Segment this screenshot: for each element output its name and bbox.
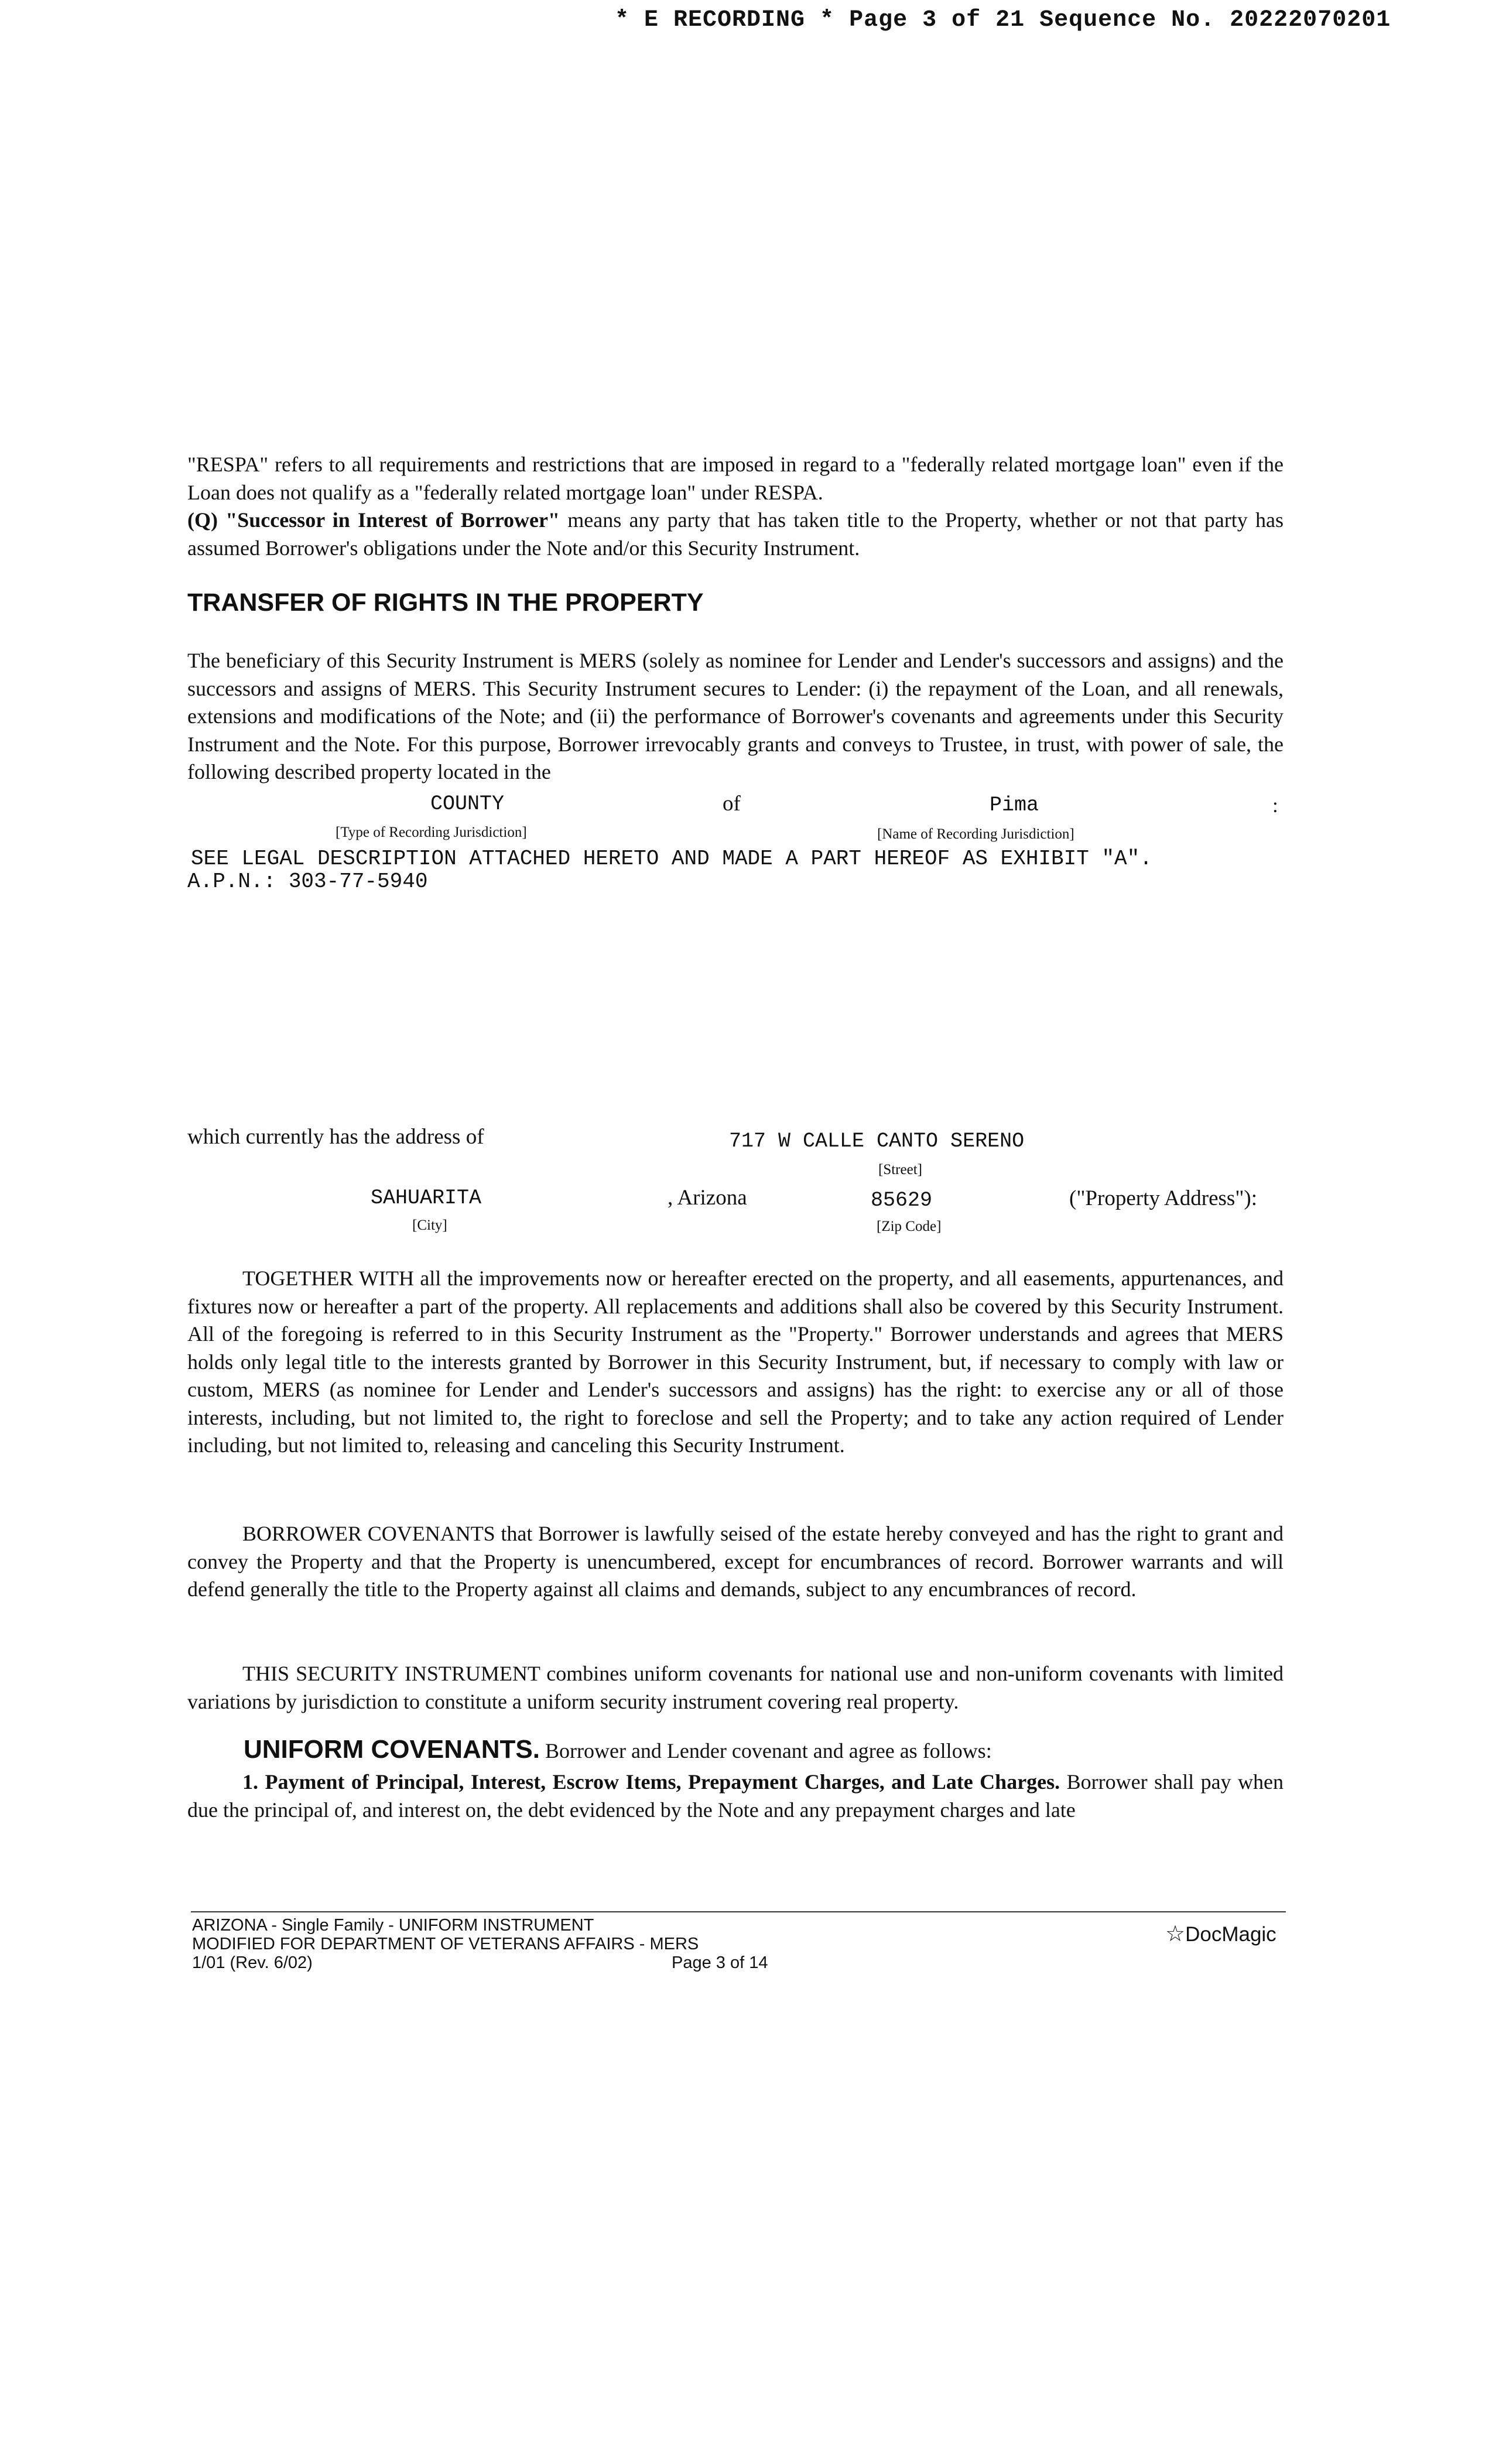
beneficiary-paragraph: The beneficiary of this Security Instrument is MERS (solely as nominee for Lender and Lender's successors and assigns) and the successors and assigns of MERS. This Security Instrument secures to Lender: (i) the repayment of the Loan, and all renewals, extensions and modifications of the Note; and (ii) the performance of Borrower's covenants and agreements under this Security Instrument and the Note. For this purpose, Borrower irrevocably grants and conveys to Trustee, in trust, with power of sale, the following described property located in the <box>187 649 1284 783</box>
street-value: 717 W CALLE CANTO SERENO <box>729 1130 1025 1153</box>
successor-term: (Q) "Successor in Interest of Borrower" <box>187 508 560 532</box>
address-lead: which currently has the address of <box>187 1125 484 1149</box>
recording-header: * E RECORDING * Page 3 of 21 Sequence No. 20222070201 <box>615 7 1391 33</box>
jurisdiction-name-value: Pima <box>990 793 1039 817</box>
uniform-covenants-intro: Borrower and Lender covenant and agree as follows: <box>540 1739 992 1763</box>
zip-label: [Zip Code] <box>877 1219 942 1234</box>
successor-definition: means any party that has taken title to the Property, whether or not that party has assumed Borrower's obligations under the Note and/or this Security Instrument. <box>187 508 1284 560</box>
property-address-label: ("Property Address"): <box>1069 1186 1258 1210</box>
payment-heading: 1. Payment of Principal, Interest, Escrow Items, Prepayment Charges, and Late Charges. <box>242 1770 1060 1794</box>
city-value: SAHUARITA <box>371 1186 482 1210</box>
together-paragraph: TOGETHER WITH all the improvements now or hereafter erected on the property, and all easements, appurtenances, and fixtures now or hereafter a part of the property. All replacements and additions shall also be covered by this Security Instrument. All of the foregoing is referred to in this Security Instrument as the "Property." Borrower understands and agrees that MERS holds only legal title to the interests granted by Borrower in this Security Instrument, but, if necessary to comply with law or custom, MERS (as nominee for Lender and Lender's successors and assigns) has the right: to exercise any or all of those interests, including, but not limited to, the right to foreclose and sell the Property; and to take any action required of Lender including, but not limited to, releasing and canceling this Security Instrument. <box>187 1267 1284 1457</box>
jurisdiction-of: of <box>723 792 741 816</box>
uniform-covenants-line <box>244 1735 992 1764</box>
respa-paragraph: "RESPA" refers to all requirements and restrictions that are imposed in regard to a "federally related mortgage loan" even if the Loan does not qualify as a "federally related mortgage loan" under RESPA. <box>187 453 1284 504</box>
borrower-covenants-paragraph: BORROWER COVENANTS that Borrower is lawfully seised of the estate hereby conveyed and has the right to grant and convey the Property and that the Property is unencumbered, except for encumbrances of record. Borrower warrants and will defend generally the title to the Property against all claims and demands, subject to any encumbrances of record. <box>187 1522 1284 1601</box>
state-value: , Arizona <box>668 1186 747 1210</box>
section-heading: TRANSFER OF RIGHTS IN THE PROPERTY <box>187 588 704 617</box>
docmagic-logo <box>1165 1921 1276 1947</box>
street-label: [Street] <box>878 1162 922 1178</box>
footer-divider <box>191 1911 1286 1912</box>
footer-line-1: ARIZONA - Single Family - UNIFORM INSTRUMENT <box>192 1916 594 1935</box>
city-label: [City] <box>412 1217 447 1233</box>
footer-line-2: MODIFIED FOR DEPARTMENT OF VETERANS AFFAIRS - MERS <box>192 1935 699 1953</box>
footer-page-number: Page 3 of 14 <box>672 1953 768 1972</box>
legal-description: SEE LEGAL DESCRIPTION ATTACHED HERETO AND MADE A PART HEREOF AS EXHIBIT "A". <box>191 847 1152 871</box>
jurisdiction-type-value: COUNTY <box>430 792 505 816</box>
star-icon: ☆ <box>1165 1922 1186 1946</box>
jurisdiction-name-label: [Name of Recording Jurisdiction] <box>877 826 1074 842</box>
uniform-covenants-heading: UNIFORM COVENANTS. <box>244 1735 540 1764</box>
successor-paragraph <box>187 507 1284 562</box>
apn-number: A.P.N.: 303-77-5940 <box>187 870 428 894</box>
jurisdiction-colon: : <box>1272 794 1278 817</box>
payment-paragraph <box>187 1768 1284 1824</box>
zip-value: 85629 <box>871 1189 933 1212</box>
footer-line-3: 1/01 (Rev. 6/02) <box>192 1953 313 1972</box>
jurisdiction-type-label: [Type of Recording Jurisdiction] <box>336 824 527 840</box>
docmagic-logo-text: DocMagic <box>1185 1923 1276 1946</box>
security-instrument-paragraph: THIS SECURITY INSTRUMENT combines uniform covenants for national use and non-uniform covenants with limited variations by jurisdiction to constitute a uniform security instrument covering real property. <box>187 1662 1284 1713</box>
payment-text: Borrower shall pay when due the principal of, and interest on, the debt evidenced by the Note and any prepayment charges and late <box>187 1770 1284 1822</box>
